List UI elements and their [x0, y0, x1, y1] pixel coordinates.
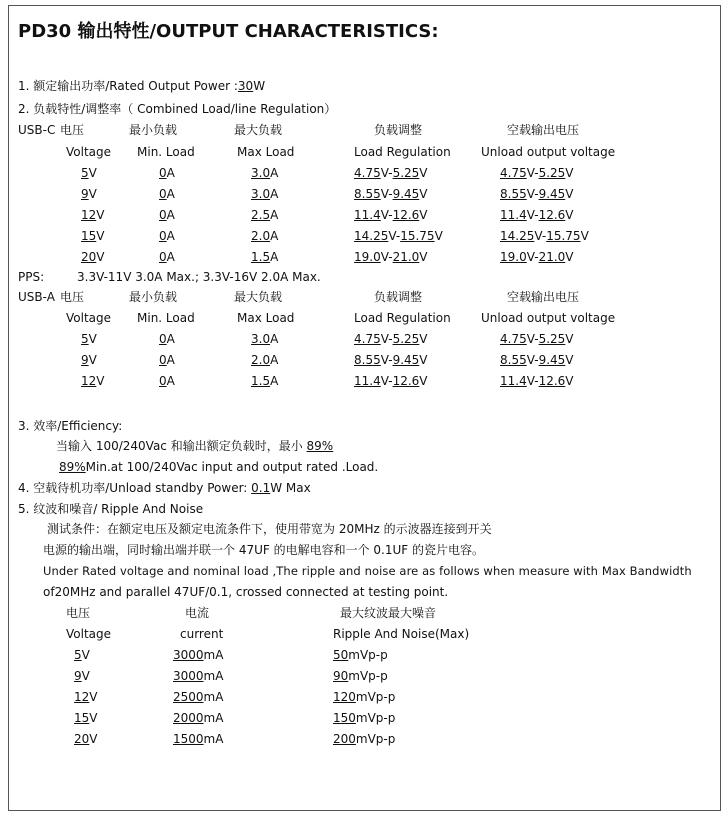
usbc-label: USB-C — [18, 123, 56, 137]
test-condition-en-2: of20MHz and parallel 47UF/0.1, crossed connected at testing point. — [43, 585, 449, 599]
unload-high: 9.45 — [538, 353, 566, 367]
max-load-value: 1.5 — [251, 374, 271, 388]
efficiency-en-text: Min.at 100/240Vac input and output rated .Load. — [85, 460, 379, 474]
usba-min-cn: 最小负载 — [129, 290, 178, 304]
sep: V- — [534, 229, 547, 243]
ripple-voltage-cell — [74, 648, 90, 663]
unload-voltage-cell — [500, 229, 589, 244]
unit: mVp-p — [348, 669, 388, 683]
efficiency-en-line — [59, 460, 378, 475]
sep: V- — [526, 332, 539, 346]
voltage-value: 5 — [81, 332, 89, 346]
load-regulation-cell — [354, 332, 428, 347]
unit: V — [434, 229, 443, 243]
ripple-noise-cell — [333, 711, 395, 726]
unload-high: 15.75 — [546, 229, 581, 243]
voltage-value: 12 — [81, 374, 97, 388]
unit: V — [419, 374, 428, 388]
unit: mA — [203, 648, 224, 662]
rated-power-line — [18, 79, 265, 94]
ripple-voltage-cn: 电压 — [66, 606, 91, 620]
unload-voltage-cell — [500, 250, 574, 265]
reg-low: 14.25 — [354, 229, 389, 243]
usbc-unload-cn: 空载输出电压 — [507, 123, 580, 137]
unload-low: 4.75 — [500, 332, 527, 346]
load-regulation-heading: 2. 负载特性/调整率（ Combined Load/line Regulation） — [18, 102, 337, 116]
reg-low: 19.0 — [354, 250, 381, 264]
ripple-voltage-cell — [74, 690, 98, 705]
ripple-noise-cell — [333, 669, 388, 684]
ripple-current-cell — [173, 690, 223, 705]
ripple-current-cell — [173, 648, 223, 663]
ripple-current-value: 3000 — [173, 669, 204, 683]
voltage-cell — [81, 208, 105, 223]
unit: A — [166, 374, 175, 388]
max-load-value: 1.5 — [251, 250, 271, 264]
unit: V — [580, 229, 589, 243]
unit: V — [419, 187, 428, 201]
sep: V- — [380, 353, 393, 367]
voltage-cell — [81, 332, 97, 347]
standby-power-unit: W Max — [270, 481, 311, 495]
max-load-value: 3.0 — [251, 166, 271, 180]
unload-voltage-cell — [500, 353, 574, 368]
reg-low: 11.4 — [354, 374, 381, 388]
unload-high: 5.25 — [538, 166, 566, 180]
test-condition-cn-1: 测试条件：在额定电压及额定电流条件下，使用带宽为 20MHz 的示波器连接到开关 — [47, 522, 492, 536]
efficiency-cn-line — [56, 439, 333, 454]
reg-low: 4.75 — [354, 166, 381, 180]
voltage-value: 12 — [81, 208, 97, 222]
sep: V- — [526, 374, 539, 388]
min-load-cell — [159, 229, 175, 244]
reg-low: 8.55 — [354, 187, 381, 201]
unload-low: 14.25 — [500, 229, 535, 243]
max-load-cell — [251, 166, 278, 181]
usbc-max-en: Max Load — [237, 145, 295, 159]
unit: V — [96, 208, 105, 222]
ripple-voltage-en: Voltage — [66, 627, 112, 641]
load-regulation-cell — [354, 166, 428, 181]
ripple-voltage-cell — [74, 669, 90, 684]
unit: V — [88, 166, 97, 180]
unit: A — [166, 250, 175, 264]
ripple-voltage-value: 15 — [74, 711, 90, 725]
unit: A — [270, 208, 279, 222]
max-load-value: 2.5 — [251, 208, 271, 222]
ripple-voltage-value: 12 — [74, 690, 90, 704]
unit: A — [270, 187, 279, 201]
voltage-value: 5 — [81, 166, 89, 180]
unit: A — [270, 353, 279, 367]
ripple-current-value: 1500 — [173, 732, 204, 746]
min-load-cell — [159, 166, 175, 181]
unit: A — [270, 229, 279, 243]
page-title: PD30 输出特性/OUTPUT CHARACTERISTICS: — [18, 21, 439, 42]
unit: mVp-p — [348, 648, 388, 662]
reg-high: 12.6 — [392, 208, 420, 222]
min-load-cell — [159, 208, 175, 223]
ripple-current-value: 3000 — [173, 648, 204, 662]
voltage-cell — [81, 166, 97, 181]
max-load-value: 3.0 — [251, 187, 271, 201]
load-regulation-cell — [354, 229, 443, 244]
unit: mVp-p — [355, 690, 396, 704]
usbc-reg-en: Load Regulation — [354, 145, 451, 159]
unit: V — [88, 187, 97, 201]
sep: V- — [526, 187, 539, 201]
unit: V — [96, 250, 105, 264]
sep: V- — [380, 250, 393, 264]
voltage-cell — [81, 374, 105, 389]
unload-low: 11.4 — [500, 374, 527, 388]
max-load-cell — [251, 250, 278, 265]
unload-voltage-cell — [500, 208, 574, 223]
sep: V- — [380, 374, 393, 388]
ripple-value: 200 — [333, 732, 356, 746]
pps-text: 3.3V-11V 3.0A Max.; 3.3V-16V 2.0A Max. — [77, 270, 321, 284]
unit: mVp-p — [355, 732, 396, 746]
ripple-current-cell — [173, 711, 223, 726]
reg-low: 8.55 — [354, 353, 381, 367]
usbc-min-cn: 最小负载 — [129, 123, 178, 137]
efficiency-cn-value: 89% — [306, 439, 334, 453]
standby-power-value: 0.1 — [251, 481, 271, 495]
min-load-cell — [159, 332, 175, 347]
load-regulation-cell — [354, 208, 428, 223]
max-load-cell — [251, 374, 278, 389]
max-load-cell — [251, 353, 278, 368]
efficiency-heading: 3. 效率/Efficiency: — [18, 419, 123, 433]
sep: V- — [526, 166, 539, 180]
unit: A — [270, 332, 279, 346]
max-load-value: 3.0 — [251, 332, 271, 346]
ripple-current-value: 2000 — [173, 711, 204, 725]
ripple-value: 120 — [333, 690, 356, 704]
unit: mVp-p — [355, 711, 396, 725]
unload-low: 11.4 — [500, 208, 527, 222]
rated-power-value: 30 — [237, 79, 254, 93]
min-load-value: 0 — [159, 250, 167, 264]
unit: V — [565, 187, 574, 201]
min-load-value: 0 — [159, 208, 167, 222]
unload-low: 4.75 — [500, 166, 527, 180]
sep: V- — [380, 332, 393, 346]
min-load-cell — [159, 374, 175, 389]
reg-high: 21.0 — [392, 250, 420, 264]
load-regulation-cell — [354, 250, 428, 265]
usbc-reg-cn: 负载调整 — [374, 123, 423, 137]
ripple-voltage-value: 5 — [74, 648, 82, 662]
unload-low: 8.55 — [500, 353, 527, 367]
unload-high: 5.25 — [538, 332, 566, 346]
unload-voltage-cell — [500, 332, 574, 347]
unit: A — [166, 166, 175, 180]
ripple-current-value: 2500 — [173, 690, 204, 704]
standby-power-line — [18, 481, 311, 496]
ripple-noise-cell — [333, 690, 395, 705]
voltage-value: 9 — [81, 187, 89, 201]
unit: V — [565, 353, 574, 367]
ripple-voltage-cell — [74, 711, 98, 726]
usba-unload-en: Unload output voltage — [481, 311, 616, 325]
unit: A — [166, 208, 175, 222]
usbc-min-en: Min. Load — [137, 145, 195, 159]
load-regulation-cell — [354, 374, 428, 389]
unload-high: 9.45 — [538, 187, 566, 201]
min-load-cell — [159, 353, 175, 368]
min-load-cell — [159, 250, 175, 265]
unload-high: 12.6 — [538, 374, 566, 388]
ripple-value: 90 — [333, 669, 349, 683]
reg-high: 9.45 — [392, 353, 420, 367]
sep: V- — [380, 208, 393, 222]
min-load-value: 0 — [159, 187, 167, 201]
unload-voltage-cell — [500, 374, 574, 389]
unit: A — [166, 229, 175, 243]
usbc-voltage-cn: 电压 — [60, 123, 85, 137]
ripple-heading: 5. 纹波和噪音/ Ripple And Noise — [18, 502, 204, 516]
usba-max-en: Max Load — [237, 311, 295, 325]
usba-voltage-en: Voltage — [66, 311, 112, 325]
voltage-cell — [81, 187, 97, 202]
load-regulation-cell — [354, 187, 428, 202]
unit: V — [81, 648, 90, 662]
unit: V — [96, 229, 105, 243]
usbc-unload-en: Unload output voltage — [481, 145, 616, 159]
rated-power-label: 1. 额定输出功率/Rated Output Power : — [18, 79, 238, 93]
unit: V — [81, 669, 90, 683]
voltage-cell — [81, 229, 105, 244]
usba-voltage-cn: 电压 — [60, 290, 85, 304]
efficiency-cn-text: 当输入 100/240Vac 和输出额定负载时，最小 — [56, 439, 307, 453]
efficiency-en-value: 89% — [59, 460, 86, 474]
unit: V — [88, 332, 97, 346]
ripple-noise-cell — [333, 648, 388, 663]
reg-high: 15.75 — [400, 229, 435, 243]
unit: V — [419, 166, 428, 180]
usba-unload-cn: 空载输出电压 — [507, 290, 580, 304]
ripple-value: 150 — [333, 711, 356, 725]
unload-high: 12.6 — [538, 208, 566, 222]
sep: V- — [526, 353, 539, 367]
rated-power-unit: W — [253, 79, 266, 93]
ripple-current-cn: 电流 — [185, 606, 210, 620]
unit: mA — [203, 690, 224, 704]
load-regulation-cell — [354, 353, 428, 368]
unit: V — [419, 353, 428, 367]
max-load-cell — [251, 332, 278, 347]
reg-high: 5.25 — [392, 166, 420, 180]
reg-low: 4.75 — [354, 332, 381, 346]
min-load-cell — [159, 187, 175, 202]
sep: V- — [380, 187, 393, 201]
usba-reg-cn: 负载调整 — [374, 290, 423, 304]
unload-low: 8.55 — [500, 187, 527, 201]
ripple-noise-cn: 最大纹波最大噪音 — [340, 606, 437, 620]
reg-low: 11.4 — [354, 208, 381, 222]
unit: V — [565, 374, 574, 388]
usba-label: USB-A — [18, 290, 55, 304]
unit: V — [419, 250, 428, 264]
unload-high: 21.0 — [538, 250, 566, 264]
unit: A — [166, 353, 175, 367]
min-load-value: 0 — [159, 374, 167, 388]
unload-voltage-cell — [500, 187, 574, 202]
unit: V — [89, 690, 98, 704]
unload-voltage-cell — [500, 166, 574, 181]
unit: V — [419, 208, 428, 222]
ripple-voltage-cell — [74, 732, 98, 747]
unit: V — [419, 332, 428, 346]
reg-high: 9.45 — [392, 187, 420, 201]
unit: V — [565, 250, 574, 264]
unit: V — [565, 166, 574, 180]
unit: V — [89, 711, 98, 725]
unit: mA — [203, 732, 224, 746]
unit: mA — [203, 711, 224, 725]
usbc-voltage-en: Voltage — [66, 145, 112, 159]
unit: A — [166, 332, 175, 346]
min-load-value: 0 — [159, 332, 167, 346]
unit: V — [88, 353, 97, 367]
ripple-voltage-value: 9 — [74, 669, 82, 683]
max-load-cell — [251, 187, 278, 202]
usbc-max-cn: 最大负载 — [234, 123, 283, 137]
min-load-value: 0 — [159, 166, 167, 180]
unit: V — [565, 208, 574, 222]
ripple-noise-en: Ripple And Noise(Max) — [333, 627, 470, 641]
voltage-cell — [81, 250, 105, 265]
max-load-cell — [251, 208, 278, 223]
sep: V- — [526, 208, 539, 222]
voltage-value: 20 — [81, 250, 97, 264]
usba-min-en: Min. Load — [137, 311, 195, 325]
min-load-value: 0 — [159, 353, 167, 367]
ripple-current-cell — [173, 732, 223, 747]
unit: mA — [203, 669, 224, 683]
standby-power-label: 4. 空载待机功率/Unload standby Power: — [18, 481, 252, 495]
ripple-current-cell — [173, 669, 223, 684]
ripple-voltage-value: 20 — [74, 732, 90, 746]
voltage-value: 15 — [81, 229, 97, 243]
max-load-value: 2.0 — [251, 229, 271, 243]
unload-low: 19.0 — [500, 250, 527, 264]
usba-max-cn: 最大负载 — [234, 290, 283, 304]
unit: A — [270, 166, 279, 180]
reg-high: 12.6 — [392, 374, 420, 388]
reg-high: 5.25 — [392, 332, 420, 346]
usba-reg-en: Load Regulation — [354, 311, 451, 325]
unit: V — [89, 732, 98, 746]
unit: A — [270, 374, 279, 388]
pps-label: PPS: — [18, 270, 45, 284]
sep: V- — [388, 229, 401, 243]
ripple-current-en: current — [180, 627, 224, 641]
max-load-cell — [251, 229, 278, 244]
ripple-value: 50 — [333, 648, 349, 662]
unit: A — [270, 250, 279, 264]
voltage-value: 9 — [81, 353, 89, 367]
test-condition-cn-2: 电源的输出端，同时输出端并联一个 47UF 的电解电容和一个 0.1UF 的瓷片电容。 — [43, 543, 484, 557]
voltage-cell — [81, 353, 97, 368]
unit: V — [96, 374, 105, 388]
sep: V- — [526, 250, 539, 264]
unit: A — [166, 187, 175, 201]
max-load-value: 2.0 — [251, 353, 271, 367]
sep: V- — [380, 166, 393, 180]
min-load-value: 0 — [159, 229, 167, 243]
ripple-noise-cell — [333, 732, 395, 747]
test-condition-en-1: Under Rated voltage and nominal load ,The ripple and noise are as follows when measure with Max Bandwidth — [43, 564, 692, 578]
unit: V — [565, 332, 574, 346]
